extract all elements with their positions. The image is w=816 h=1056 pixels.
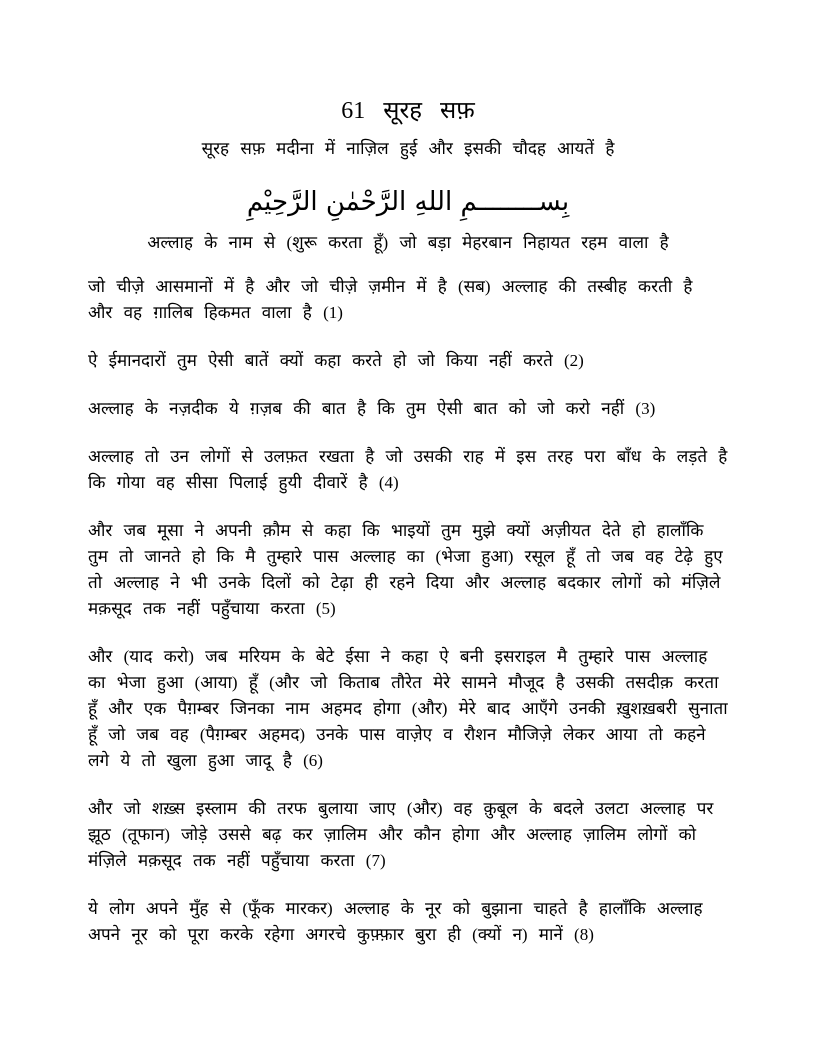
- surah-subtitle: सूरह सफ़ मदीना में नाज़िल हुई और इसकी चौदह आयतें है: [201, 139, 615, 158]
- bismillah-calligraphy: [88, 180, 728, 224]
- verse-paragraph-8: ये लोग अपने मुँह से (फूँक मारकर) अल्लाह के नूर को बुझाना चाहते है हालाँकि अल्लाह अपने नूर को पूरा करके रहेगा अगरचे कुफ़्फ़ार बुरा ही (क्यों न) मानें (8): [88, 899, 703, 944]
- verse-paragraph-4: अल्लाह तो उन लोगों से उलफ़त रखता है जो उसकी राह में इस तरह परा बाँध के लड़ते है कि गोया वह सीसा पिलाई हुयी दीवारें है (4): [88, 447, 728, 492]
- verse-paragraph-7: और जो शख़्स इस्लाम की तरफ बुलाया जाए (और) वह क़ुबूल के बदले उलटा अल्लाह पर झूठ (तूफान) जोड़े उससे बढ़ कर ज़ालिम और कौन होगा और अल्लाह ज़ालिम लोगों को मंज़िले मक़सूद तक नहीं पहुँचाया करता (7): [88, 799, 714, 870]
- verse-paragraph-3: अल्लाह के नज़दीक ये ग़ज़ब की बात है कि तुम ऐसी बात को जो करो नहीं (3): [88, 399, 656, 418]
- bismillah-translation: अल्लाह के नाम से (शुरू करता हूँ) जो बड़ा मेहरबान निहायत रहम वाला है: [147, 233, 669, 252]
- page-title: 61 सूरह सफ़: [341, 98, 475, 124]
- verse-paragraph-2: ऐ ईमानदारों तुम ऐसी बातें क्यों कहा करते हो जो किया नहीं करते (2): [88, 351, 584, 370]
- verse-paragraph-1: जो चीज़े आसमानों में है और जो चीज़े ज़मीन में है (सब) अल्लाह की तस्बीह करती है और वह ग़ालिब हिकमत वाला है (1): [88, 277, 693, 322]
- bismillah-arabic-text: بِســــــــمِ اللهِ الرَّحْمٰنِ الرَّحِيْمِ: [246, 187, 570, 217]
- verse-paragraph-6: और (याद करो) जब मरियम के बेटे ईसा ने कहा ऐ बनी इसराइल मै तुम्हारे पास अल्लाह का भेजा हुआ (आया) हूँ (और जो किताब तौरेत मेरे सामने मौजूद है उसकी तसदीक़ करता हूँ और एक पैग़म्बर जिनका नाम अहमद होगा (और) मेरे बाद आएँगे उनकी ख़ुशख़बरी सुनाता हूँ जो जब वह (पैग़म्बर अहमद) उनके पास वाज़ेए व रौशन मौजिज़े लेकर आया तो कहने लगे ये तो खुला हुआ जादू है (6): [88, 647, 728, 770]
- verse-paragraph-5: और जब मूसा ने अपनी क़ौम से कहा कि भाइयों तुम मुझे क्यों अज़ीयत देते हो हालाँकि तुम तो जानते हो कि मै तुम्हारे पास अल्लाह का (भेजा हुआ) रसूल हूँ तो जब वह टेढ़े हुए तो अल्लाह ने भी उनके दिलों को टेढ़ा ही रहने दिया और अल्लाह बदकार लोगों को मंज़िले मक़सूद तक नहीं पहुँचाया करता (5): [88, 521, 723, 618]
